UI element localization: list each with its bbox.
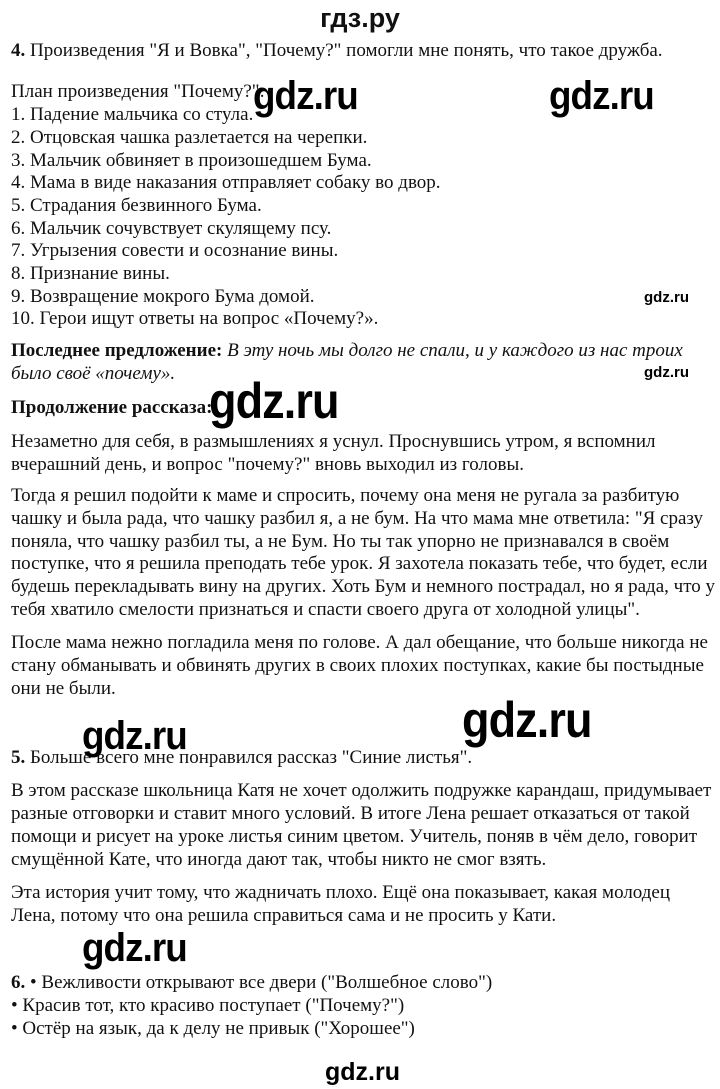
task6-item: • Остёр на язык, да к делу не привык ("Хорошее") bbox=[11, 1018, 415, 1039]
task6-item bbox=[11, 972, 492, 994]
task4-intro-text: Произведения "Я и Вовка", "Почему?" помогли мне понять, что такое дружба. bbox=[30, 40, 663, 61]
task6-item: • Красив тот, кто красиво поступает ("Почему?") bbox=[11, 995, 405, 1016]
plan-item: 10. Герои ищут ответы на вопрос «Почему?». bbox=[11, 308, 379, 329]
paragraph-line: помощи и рисует на уроке листья синим цветом. Учитель, поняв в чём дело, говорит bbox=[11, 826, 698, 847]
watermark: gdz.ru bbox=[462, 692, 592, 748]
last-sentence-label: Последнее предложение: bbox=[11, 340, 223, 361]
task6-item-text: • Вежливости открывают все двери ("Волшебное слово") bbox=[30, 972, 493, 993]
task4-number: 4. bbox=[11, 40, 26, 61]
paragraph-line: Лена, потому что она решила справиться сама и не просить у Кати. bbox=[11, 905, 557, 926]
paragraph-line: Тогда я решил подойти к маме и спросить, почему она меня не ругала за разбитую bbox=[11, 485, 680, 506]
watermark: gdz.ru bbox=[253, 74, 358, 118]
paragraph-line: будешь перекладывать вину на других. Хоть Бум и немного пострадал, но я рада, что у bbox=[11, 576, 715, 597]
paragraph-line: стану обманывать и обвинять других в своих плохих поступках, какие бы постыдные bbox=[11, 655, 704, 676]
plan-item: 3. Мальчик обвиняет в произошедшем Бума. bbox=[11, 150, 372, 171]
plan-title: План произведения "Почему?": bbox=[11, 81, 265, 102]
paragraph-line: тебя хватило смелости признаться и спасти своего друга от холодной улицы". bbox=[11, 599, 640, 620]
paragraph-line: В этом рассказе школьница Катя не хочет одолжить подружке карандаш, придумывает bbox=[11, 780, 712, 801]
plan-item: 8. Признание вины. bbox=[11, 263, 170, 284]
task4-intro bbox=[11, 40, 663, 62]
plan-item: 4. Мама в виде наказания отправляет собаку во двор. bbox=[11, 172, 441, 193]
paragraph-line: поняла, что чашку разбил ты, а не Бум. Но ты так упорно не признавался в своём bbox=[11, 531, 670, 552]
last-sentence bbox=[11, 340, 683, 362]
paragraph-line: разные отговорки и ставит много условий. В итоге Лена решает отказаться от такой bbox=[11, 803, 690, 824]
paragraph-line: Эта история учит тому, что жадничать плохо. Ещё она показывает, какая молодец bbox=[11, 882, 671, 903]
watermark: gdz.ru bbox=[209, 373, 339, 429]
watermark: gdz.ru bbox=[644, 289, 689, 306]
task5-intro-text: Больше всего мне понравился рассказ "Синие листья". bbox=[30, 747, 473, 768]
watermark: gdz.ru bbox=[82, 926, 187, 970]
watermark: gdz.ru bbox=[549, 74, 654, 118]
paragraph-line: вчерашний день, и вопрос "почему?" вновь выходил из головы. bbox=[11, 454, 524, 475]
watermark: gdz.ru bbox=[82, 714, 187, 758]
paragraph-line: Незаметно для себя, в размышлениях я уснул. Проснувшись утром, я вспомнил bbox=[11, 431, 656, 452]
paragraph-line: чашку и была рада, что чашку разбил я, а не бум. На что мама мне ответила: "Я сразу bbox=[11, 508, 704, 529]
continuation-label: Продолжение рассказа: bbox=[11, 397, 213, 418]
paragraph-line: они не были. bbox=[11, 678, 116, 699]
plan-item: 7. Угрызения совести и осознание вины. bbox=[11, 240, 339, 261]
paragraph-line: После мама нежно погладила меня по голове. А дал обещание, что больше никогда не bbox=[11, 632, 708, 653]
plan-item: 5. Страдания безвинного Бума. bbox=[11, 195, 262, 216]
last-sentence-cont: было своё «почему». bbox=[11, 363, 176, 384]
watermark: gdz.ru bbox=[325, 1058, 400, 1086]
task5-intro bbox=[11, 747, 472, 769]
last-sentence-text: В эту ночь мы долго не спали, и у каждого из нас троих bbox=[227, 340, 683, 361]
site-logo[interactable]: гдз.ру bbox=[320, 3, 400, 33]
task6-number: 6. bbox=[11, 972, 26, 993]
plan-item: 2. Отцовская чашка разлетается на черепки. bbox=[11, 127, 368, 148]
task5-number: 5. bbox=[11, 747, 26, 768]
plan-item: 1. Падение мальчика со стула. bbox=[11, 104, 254, 125]
plan-item: 9. Возвращение мокрого Бума домой. bbox=[11, 286, 315, 307]
paragraph-line: поступке, что я решила преподать тебе урок. Я захотела показать тебе, что будет, если bbox=[11, 553, 708, 574]
paragraph-line: смущённой Кате, что иногда дают так, чтобы никто не смог взять. bbox=[11, 849, 547, 870]
watermark: gdz.ru bbox=[644, 364, 689, 381]
plan-item: 6. Мальчик сочувствует скулящему псу. bbox=[11, 218, 332, 239]
